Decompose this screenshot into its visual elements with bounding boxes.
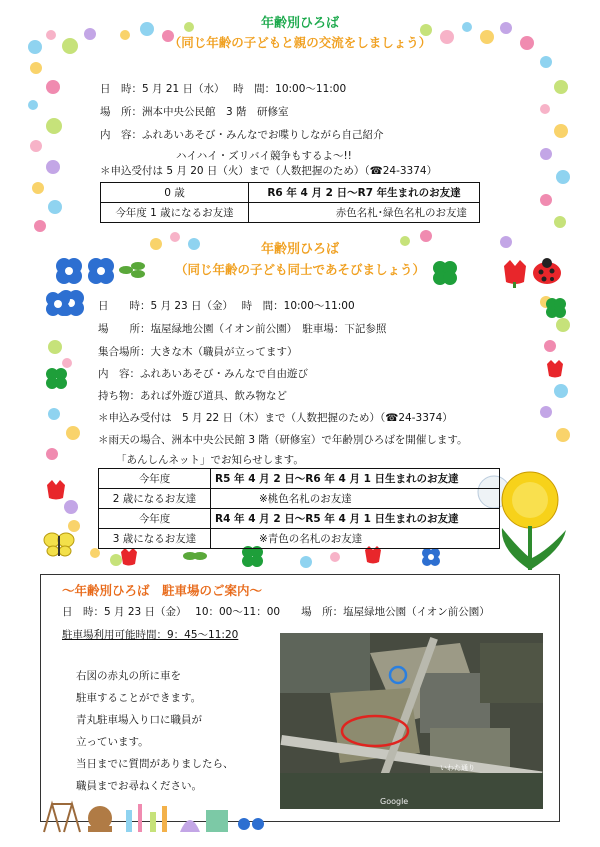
section2-subtitle: （同じ年齢の子ども同士であそびましょう） [174,262,425,277]
section2-table-r1-right-a: R5 年 4 月 2 日～R6 年 4 月 1 日生まれのお友達 [211,469,500,489]
section2-table [98,468,500,549]
section2-table-r2-right-b: ※青色の名札のお友達 [211,529,500,549]
section2-table-r1-left-a: 今年度 [99,469,211,489]
section1-table-age-desc: 今年度 1 歳になるお友達 [101,203,249,223]
section2-items: 持ち物：あれば外遊び道具、飲み物など [98,390,287,402]
red-flower-left-icon [44,478,68,502]
section1-reception: ＊申込受付は 5 月 20 日（火）まで（人数把握のため）（☎24-3374） [100,165,438,177]
section3-desc-2: 駐車することができます。 [76,692,202,704]
section2-reception: ＊申込み受付は 5 月 22 日（木）まで（人数把握のため）（☎24-3374） [98,412,453,424]
map-google-label: Google [380,797,409,806]
section2-table-r1-right-b: ※桃色名札のお友達 [211,489,500,509]
section1-table-birth: R6 年 4 月 2 日～R7 年生まれのお友達 [249,183,480,203]
section3-desc-1: 右図の赤丸の所に車を [76,670,181,682]
playground-decoration-icon [40,796,270,836]
section2-gather: 集合場所：大きな木（職員が立ってます） [98,346,298,358]
section3-title: ～年齢別ひろば 駐車場のご案内～ [62,583,263,598]
parking-map [280,633,543,809]
section2-date: 日 時：5 月 23 日（金） 時 間：10:00～11:00 [98,300,355,312]
section1-place: 場 所：洲本中央公民館 3 階 研修室 [100,106,289,118]
section1-content-1: 内 容：ふれあいあそび・みんなでお喋りしながら自己紹介 [100,129,384,141]
blue-flower-bottom-icon [420,546,442,568]
section1-subtitle: （同じ年齢の子どもと親の交流をしましょう） [168,35,432,50]
section2-title: 年齢別ひろば [260,242,339,257]
section3-parking-time: 駐車場利用可能時間：9：45～11:20 [62,629,239,641]
section3-date: 日 時：5 月 23 日（金） 10：00～11：00 場 所：塩屋緑地公園（イオン前公園） [62,606,490,618]
map-road-label: いわた通り [440,764,475,772]
blue-flower-small-icon [44,290,72,318]
red-flower-right-icon [544,358,566,380]
section3-desc-6: 職員までお尋ねください。 [76,780,202,792]
section2-net: 「あんしんネット」でお知らせします。 [116,454,304,466]
section1-table-tag: 赤色名札･緑色名札のお友達 [249,203,480,223]
section2-table-r1-left-b: 2 歳になるお友達 [99,489,211,509]
section2-table-r2-left-b: 3 歳になるお友達 [99,529,211,549]
section1-content-2: ハイハイ・ズリバイ競争もするよ～!! [176,150,352,162]
red-flower-bottom-left-icon [118,546,142,568]
section2-rain: ＊雨天の場合、洲本中央公民館 3 階（研修室）で年齢別ひろばを開催します。 [98,434,468,446]
section1-date: 日 時：5 月 21 日（水） 時 間：10:00～11:00 [100,83,347,95]
section3-desc-3: 青丸駐車場入り口に職員が [76,714,202,726]
section3-desc-5: 当日までに質問がありましたら、 [76,758,234,770]
butterfly-icon [42,530,76,560]
section2-content: 内 容：ふれあいあそび・みんなで自由遊び [98,368,308,380]
section1-table [100,182,480,223]
section1-table-age: 0 歳 [101,183,249,203]
clover-left-icon [44,366,70,392]
section2-table-r2-left-a: 今年度 [99,509,211,529]
section3-desc-4: 立っています。 [76,736,149,748]
section2-table-r2-right-a: R4 年 4 月 2 日～R5 年 4 月 1 日生まれのお友達 [211,509,500,529]
clover-right-icon [544,296,568,320]
section2-place: 場 所：塩屋緑地公園（イオン前公園） 駐車場：下記参照 [98,323,387,335]
section1-title: 年齢別ひろば [260,16,339,31]
